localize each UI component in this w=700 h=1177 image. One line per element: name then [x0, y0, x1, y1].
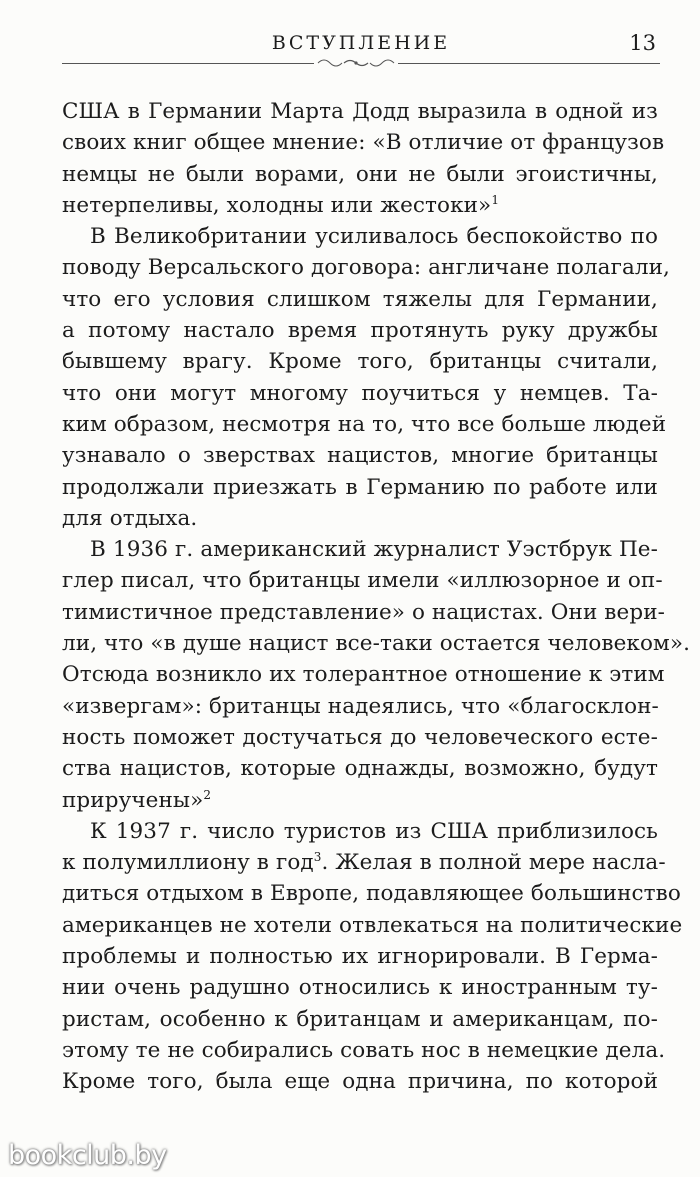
text-line: Отсюда возникло их толерантное отношение к этим [62, 662, 665, 688]
text-line-content: нетерпеливы, холодны или жестоки» [62, 192, 492, 218]
paragraph-start-line: В Великобритании усиливалось беспокойство по [90, 224, 658, 250]
page-number: 13 [629, 31, 656, 55]
text-line: продолжали приезжать в Германию по работе или [62, 474, 658, 500]
text-line: «извергам»: британцы надеялись, что «благосклон- [62, 693, 659, 719]
text-line-content: . Желая в полной мере наслa- [321, 850, 666, 876]
text-line-content: к полумиллиону в год [62, 850, 314, 876]
text-line: США в Германии Марта Додд выразила в одной из [62, 99, 658, 124]
body-text [62, 96, 691, 1098]
text-line: для отдыха. [62, 505, 198, 531]
text-line: проблемы и полностью их игнорировали. В Герма- [62, 944, 658, 970]
running-title: ВСТУПЛЕНИЕ [271, 32, 451, 54]
text-line: тимистичное представление» о нацистах. Они вери- [62, 599, 665, 625]
header-ornament-icon [314, 54, 398, 72]
text-line: ристам, особенно к британцам и американцам, по- [62, 1006, 658, 1032]
footnote-mark: 3 [313, 850, 322, 865]
text-line: а потому настало время протянуть руку дружбы [62, 318, 658, 344]
text-line: что они могут многому поучиться у немцев. Та- [62, 380, 658, 406]
text-line: узнавало о зверствах нацистов, многие британцы [62, 443, 658, 469]
text-line [62, 785, 658, 816]
footnote-mark: 2 [203, 787, 212, 802]
text-line: поводу Версальского договора: англичане полагали, [62, 255, 670, 281]
text-line: бывшему врагу. Кроме того, британцы считали, [62, 349, 658, 375]
text-line: своих книг общее мнение: «В отличие от французов [62, 130, 665, 156]
watermark-text: bookclub.by [8, 1140, 167, 1171]
text-line [62, 190, 658, 221]
text-line: ность поможет достучаться до человеческого есте- [62, 724, 658, 750]
paragraph-start-line: В 1936 г. американский журналист Уэстбрук Пе- [90, 537, 658, 563]
text-line: ли, что «в душе нацист все-таки остается человеком». [62, 631, 691, 657]
header-rule-right [398, 63, 660, 64]
text-line: этому те не собирались совать нос в немецкие дела. [62, 1037, 666, 1063]
footnote-mark: 1 [491, 192, 500, 207]
paragraph-start-line: К 1937 г. число туристов из США приблизилось [90, 818, 658, 844]
text-line: немцы не были ворами, они не были эгоистичны, [62, 161, 658, 187]
text-line: ства нацистов, которые однажды, возможно, будут [62, 756, 658, 782]
text-line: диться отдыхом в Европе, подавляющее большинство [62, 881, 681, 907]
header-rule-left [62, 63, 314, 64]
text-line [62, 847, 666, 878]
running-head [62, 30, 660, 80]
text-line: Кроме того, была еще одна причина, по которой [62, 1069, 658, 1095]
text-line: американцев не хотели отвлекаться на политические [62, 912, 683, 938]
text-line: глер писал, что британцы имели «иллюзорное и оп- [62, 568, 663, 594]
text-line: ким образом, несмотря на то, что все больше людей [62, 411, 667, 437]
text-line: нии очень радушно относились к иностранным ту- [62, 975, 658, 1001]
text-line: что его условия слишком тяжелы для Германии, [62, 286, 658, 312]
text-line-content: приручены» [62, 787, 204, 813]
